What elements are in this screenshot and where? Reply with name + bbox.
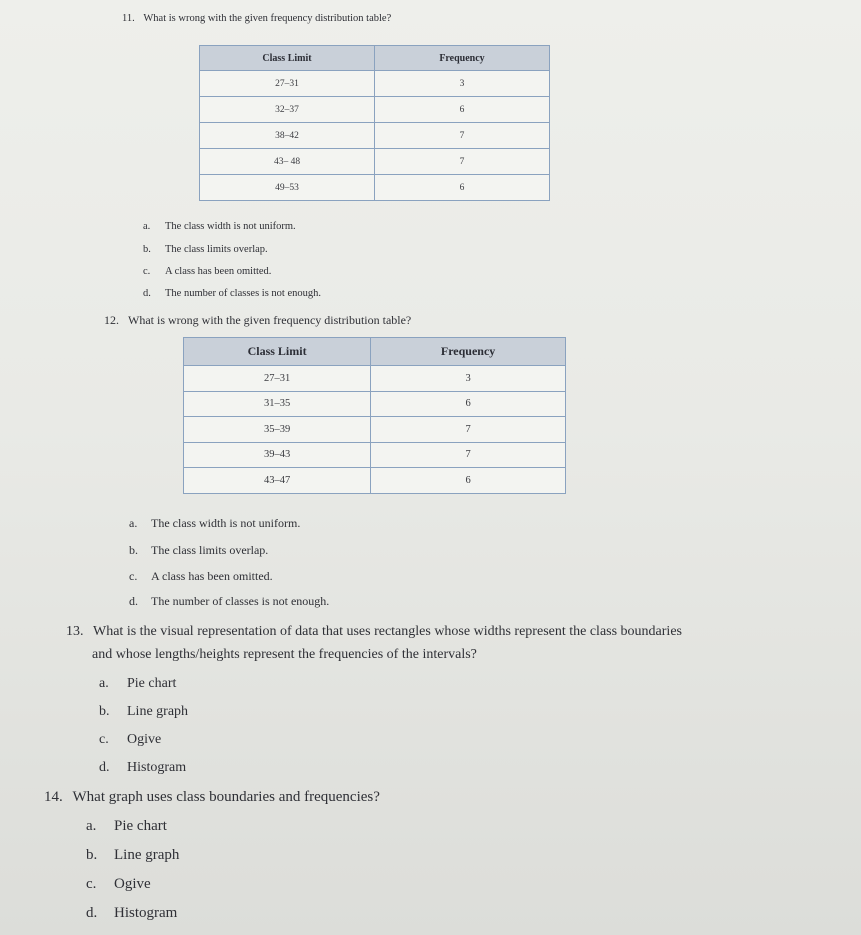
- option-letter: b.: [86, 847, 98, 863]
- question-number: 14.: [44, 789, 63, 805]
- table-cell: 6: [375, 97, 550, 123]
- table-cell: 43–47: [184, 468, 371, 494]
- table-cell: 7: [371, 417, 566, 443]
- option-letter: d.: [86, 905, 98, 921]
- option-letter: b.: [143, 244, 151, 255]
- option-text: The class limits overlap.: [165, 244, 268, 255]
- table-cell: 39–43: [184, 442, 371, 468]
- option-a[interactable]: [143, 221, 296, 232]
- question-number: 13.: [66, 624, 84, 639]
- option-letter: a.: [129, 516, 138, 530]
- table-cell: 6: [371, 468, 566, 494]
- frequency-table-q11: [199, 45, 550, 201]
- option-d[interactable]: [129, 594, 329, 609]
- option-text: Ogive: [114, 876, 151, 892]
- option-letter: d.: [99, 760, 110, 775]
- option-letter: d.: [143, 288, 151, 299]
- table-cell: 43– 48: [200, 149, 375, 175]
- column-header: Class Limit: [184, 338, 371, 366]
- table-cell: 27–31: [184, 366, 371, 392]
- option-letter: a.: [86, 818, 97, 834]
- column-header: Frequency: [371, 338, 566, 366]
- option-letter: d.: [129, 594, 138, 608]
- option-d[interactable]: [86, 905, 177, 922]
- option-letter: a.: [99, 676, 109, 691]
- question-12: [104, 313, 411, 328]
- option-c[interactable]: [86, 876, 151, 893]
- question-number: 11.: [122, 13, 135, 24]
- table-cell: 49–53: [200, 175, 375, 201]
- option-text: Pie chart: [127, 676, 177, 691]
- option-b[interactable]: [99, 704, 188, 720]
- question-number: 12.: [104, 313, 119, 327]
- table-row: [184, 417, 566, 443]
- option-b[interactable]: [129, 543, 268, 558]
- option-letter: a.: [143, 221, 151, 232]
- option-letter: c.: [129, 569, 138, 583]
- option-text: Ogive: [127, 732, 162, 747]
- option-d[interactable]: [99, 760, 186, 776]
- option-b[interactable]: [86, 847, 179, 864]
- option-text: Pie chart: [114, 818, 167, 834]
- table-row: [200, 123, 550, 149]
- table-cell: 3: [375, 71, 550, 97]
- option-text: Line graph: [114, 847, 180, 863]
- option-a[interactable]: [86, 818, 167, 835]
- question-text: What is wrong with the given frequency distribution table?: [128, 313, 412, 327]
- column-header: Frequency: [375, 46, 550, 71]
- table-header-row: [184, 338, 566, 366]
- table-cell: 7: [371, 442, 566, 468]
- option-c[interactable]: [143, 266, 271, 277]
- table-cell: 35–39: [184, 417, 371, 443]
- option-text: Histogram: [114, 905, 178, 921]
- question-13-continuation: and whose lengths/heights represent the frequencies of the intervals?: [92, 647, 477, 662]
- table-row: [200, 149, 550, 175]
- frequency-table-q12: [183, 337, 566, 494]
- column-header: Class Limit: [200, 46, 375, 71]
- option-letter: c.: [86, 876, 97, 892]
- option-text: Line graph: [127, 704, 189, 719]
- option-letter: c.: [143, 266, 151, 277]
- table-row: [184, 468, 566, 494]
- option-letter: b.: [99, 704, 110, 719]
- question-13: [66, 624, 682, 640]
- option-letter: c.: [99, 732, 109, 747]
- table-header-row: [200, 46, 550, 71]
- table-row: [184, 366, 566, 392]
- table-cell: 31–35: [184, 391, 371, 417]
- table-cell: 3: [371, 366, 566, 392]
- option-text: A class has been omitted.: [151, 569, 273, 583]
- table-cell: 27–31: [200, 71, 375, 97]
- table-row: [200, 71, 550, 97]
- question-14: [44, 789, 380, 806]
- question-text: What is wrong with the given frequency distribution table?: [143, 13, 392, 24]
- option-c[interactable]: [99, 732, 161, 748]
- option-text: The class width is not uniform.: [165, 221, 296, 232]
- option-c[interactable]: [129, 569, 273, 584]
- option-text: A class has been omitted.: [165, 266, 272, 277]
- option-b[interactable]: [143, 244, 268, 255]
- question-text-line-1: What is the visual representation of data that uses rectangles whose widths represent the class boundaries: [93, 624, 682, 639]
- option-text: The number of classes is not enough.: [165, 288, 322, 299]
- table-cell: 7: [375, 123, 550, 149]
- option-text: Histogram: [127, 760, 187, 775]
- option-text: The class width is not uniform.: [151, 516, 301, 530]
- question-11: [122, 13, 391, 24]
- option-letter: b.: [129, 543, 138, 557]
- table-cell: 38–42: [200, 123, 375, 149]
- option-a[interactable]: [99, 676, 176, 692]
- option-text: The class limits overlap.: [151, 543, 269, 557]
- option-text: The number of classes is not enough.: [151, 594, 330, 608]
- table-row: [184, 391, 566, 417]
- option-d[interactable]: [143, 288, 321, 299]
- table-row: [184, 442, 566, 468]
- table-cell: 32–37: [200, 97, 375, 123]
- table-cell: 6: [375, 175, 550, 201]
- table-row: [200, 97, 550, 123]
- option-a[interactable]: [129, 516, 300, 531]
- question-text: What graph uses class boundaries and frequencies?: [72, 789, 380, 805]
- table-cell: 6: [371, 391, 566, 417]
- table-cell: 7: [375, 149, 550, 175]
- table-row: [200, 175, 550, 201]
